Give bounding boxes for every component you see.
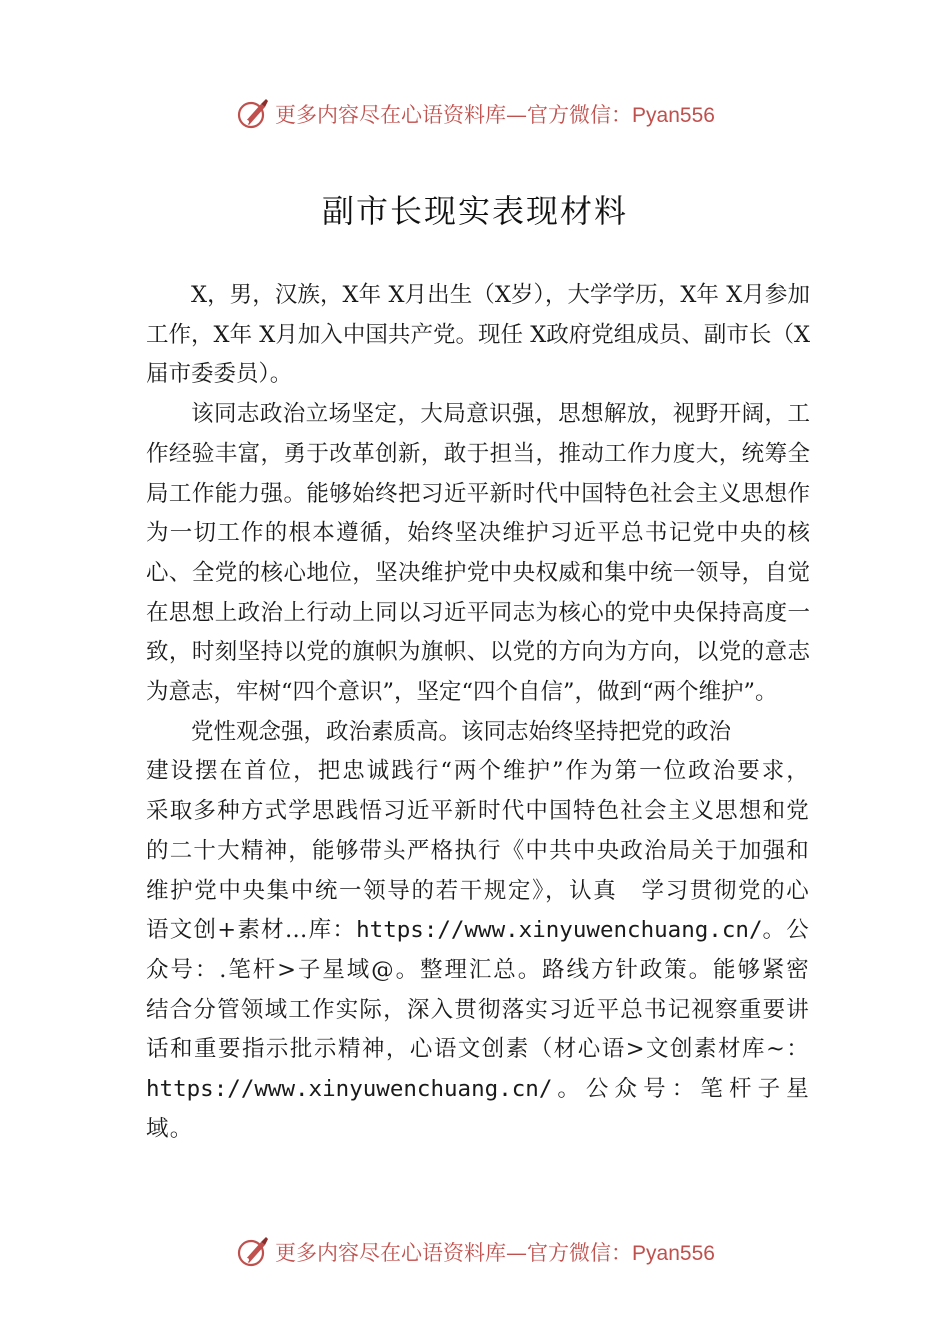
- paragraph-3: 建设摆在首位，把忠诚践行“两个维护”作为第一位政治要求，采取多种方式学思践悟习近平新时代中国特色社会主义思想和党的二十大精神，能够带头严格执行《中共中央政治局关于加强和维护党中央集中统一领导的若干规定》，认真 学习贯彻党的心语文创+素材…库：https://www.xinyuwenchuang.cn/。公众号：.笔杆>子星域@。整理汇总。路线方针政策。能够紧密结合分管领域工作实际，深入贯彻落实习近平总书记视察重要讲话和重要指示批示精神，心语文创素（材心语>文创素材库~：https://www.xinyuwenchuang.cn/。公众号：笔杆子星域。: [146, 758, 810, 1142]
- pen-logo-icon: [235, 96, 271, 132]
- url-link-2: https://www.xinyuwenchuang.cn/: [146, 1076, 553, 1103]
- url-link-1: https://www.xinyuwenchuang.cn/: [356, 917, 763, 944]
- watermark-text: 更多内容尽在心语资料库—官方微信：Pyan556: [275, 1241, 715, 1265]
- footer-watermark: [0, 1232, 950, 1272]
- paragraph-2: 该同志政治立场坚定，大局意识强，思想解放，视野开阔，工作经验丰富，勇于改革创新，敢于担当，推动工作力度大，统筹全局工作能力强。能够始终把习近平新时代中国特色社会主义思想作为一切工作的根本遵循，始终坚决维护习近平总书记党中央的核心、全党的核心地位，坚决维护党中央权威和集中统一领导，自觉在思想上政治上行动上同以习近平同志为核心的党中央保持高度一致，时刻坚持以党的旗帜为旗帜、以党的方向为方向，以党的意志为意志，牢树“四个意识”，坚定“四个自信”，做到“两个维护”。: [146, 401, 810, 706]
- header-watermark: [0, 94, 950, 134]
- pen-logo-icon: [235, 1234, 271, 1270]
- watermark-text: 更多内容尽在心语资料库—官方微信：Pyan556: [275, 103, 715, 127]
- document-body: [146, 276, 810, 1149]
- paragraph-1: X，男，汉族，X年 X月出生（X岁），大学学历，X年 X月参加工作，X年 X月加入中国共产党。现任 X政府党组成员、副市长（X届市委委员）。: [146, 282, 810, 388]
- paragraph-3-line-1: 党性观念强，政治素质高。该同志始终坚持把党的政治: [191, 718, 732, 745]
- document-title: 副市长现实表现材料: [321, 192, 628, 230]
